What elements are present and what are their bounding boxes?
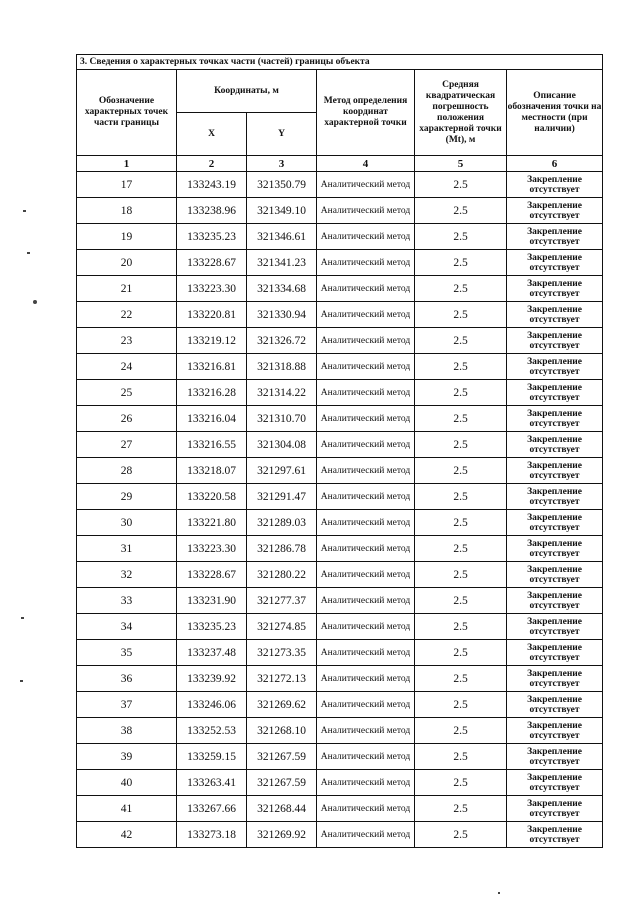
y-coordinate-cell: 321269.92 [247,822,317,848]
y-coordinate-cell: 321273.35 [247,640,317,666]
header-point: Обозначение характерных точек части границы [77,70,177,156]
method-cell: Аналитический метод [317,250,415,276]
scan-speck [23,210,26,212]
y-coordinate-cell: 321326.72 [247,328,317,354]
method-cell: Аналитический метод [317,562,415,588]
description-cell: Закрепление отсутствует [507,536,603,562]
x-coordinate-cell: 133220.58 [177,484,247,510]
method-cell: Аналитический метод [317,380,415,406]
error-cell: 2.5 [415,822,507,848]
y-coordinate-cell: 321272.13 [247,666,317,692]
method-cell: Аналитический метод [317,640,415,666]
point-number-cell: 37 [77,692,177,718]
x-coordinate-cell: 133220.81 [177,302,247,328]
x-coordinate-cell: 133216.28 [177,380,247,406]
x-coordinate-cell: 133216.81 [177,354,247,380]
table-row [77,328,603,354]
table-row [77,484,603,510]
table-row [77,354,603,380]
description-cell: Закрепление отсутствует [507,510,603,536]
header-method: Метод определения координат характерной точки [317,70,415,156]
x-coordinate-cell: 133218.07 [177,458,247,484]
table-row [77,458,603,484]
y-coordinate-cell: 321289.03 [247,510,317,536]
scan-speck [21,617,24,619]
table-row [77,796,603,822]
error-cell: 2.5 [415,588,507,614]
boundary-points-sheet [76,54,602,848]
table-row [77,406,603,432]
x-coordinate-cell: 133246.06 [177,692,247,718]
y-coordinate-cell: 321341.23 [247,250,317,276]
error-cell: 2.5 [415,484,507,510]
description-cell: Закрепление отсутствует [507,224,603,250]
point-number-cell: 42 [77,822,177,848]
y-coordinate-cell: 321268.44 [247,796,317,822]
y-coordinate-cell: 321268.10 [247,718,317,744]
point-number-cell: 38 [77,718,177,744]
method-cell: Аналитический метод [317,224,415,250]
point-number-cell: 23 [77,328,177,354]
description-cell: Закрепление отсутствует [507,562,603,588]
method-cell: Аналитический метод [317,770,415,796]
description-cell: Закрепление отсутствует [507,822,603,848]
header-x: X [177,113,247,156]
error-cell: 2.5 [415,614,507,640]
description-cell: Закрепление отсутствует [507,250,603,276]
point-number-cell: 19 [77,224,177,250]
column-number: 4 [317,156,415,172]
method-cell: Аналитический метод [317,614,415,640]
scan-speck [498,892,500,894]
description-cell: Закрепление отсутствует [507,354,603,380]
y-coordinate-cell: 321310.70 [247,406,317,432]
method-cell: Аналитический метод [317,822,415,848]
y-coordinate-cell: 321349.10 [247,198,317,224]
point-number-cell: 39 [77,744,177,770]
description-cell: Закрепление отсутствует [507,458,603,484]
x-coordinate-cell: 133231.90 [177,588,247,614]
point-number-cell: 29 [77,484,177,510]
point-number-cell: 21 [77,276,177,302]
table-row [77,718,603,744]
scan-speck [27,252,30,254]
method-cell: Аналитический метод [317,536,415,562]
y-coordinate-cell: 321286.78 [247,536,317,562]
column-number: 3 [247,156,317,172]
error-cell: 2.5 [415,380,507,406]
error-cell: 2.5 [415,172,507,198]
point-number-cell: 25 [77,380,177,406]
scan-speck [33,300,37,304]
y-coordinate-cell: 321346.61 [247,224,317,250]
description-cell: Закрепление отсутствует [507,432,603,458]
table-row [77,562,603,588]
table-row [77,822,603,848]
description-cell: Закрепление отсутствует [507,484,603,510]
method-cell: Аналитический метод [317,510,415,536]
point-number-cell: 35 [77,640,177,666]
x-coordinate-cell: 133228.67 [177,250,247,276]
scan-speck [20,680,23,682]
method-cell: Аналитический метод [317,302,415,328]
error-cell: 2.5 [415,640,507,666]
y-coordinate-cell: 321274.85 [247,614,317,640]
point-number-cell: 33 [77,588,177,614]
description-cell: Закрепление отсутствует [507,640,603,666]
y-coordinate-cell: 321318.88 [247,354,317,380]
method-cell: Аналитический метод [317,484,415,510]
x-coordinate-cell: 133223.30 [177,276,247,302]
error-cell: 2.5 [415,796,507,822]
point-number-cell: 24 [77,354,177,380]
y-coordinate-cell: 321304.08 [247,432,317,458]
y-coordinate-cell: 321334.68 [247,276,317,302]
y-coordinate-cell: 321267.59 [247,770,317,796]
point-number-cell: 26 [77,406,177,432]
error-cell: 2.5 [415,718,507,744]
point-number-cell: 40 [77,770,177,796]
point-number-cell: 41 [77,796,177,822]
method-cell: Аналитический метод [317,588,415,614]
description-cell: Закрепление отсутствует [507,614,603,640]
method-cell: Аналитический метод [317,666,415,692]
error-cell: 2.5 [415,328,507,354]
x-coordinate-cell: 133228.67 [177,562,247,588]
table-row [77,432,603,458]
point-number-cell: 17 [77,172,177,198]
x-coordinate-cell: 133238.96 [177,198,247,224]
description-cell: Закрепление отсутствует [507,770,603,796]
header-desc: Описание обозначения точки на местности (при наличии) [507,70,603,156]
description-cell: Закрепление отсутствует [507,380,603,406]
description-cell: Закрепление отсутствует [507,692,603,718]
header-error: Средняя квадратическая погрешность положения характерной точки (Mt), м [415,70,507,156]
method-cell: Аналитический метод [317,744,415,770]
table-row [77,276,603,302]
point-number-cell: 31 [77,536,177,562]
x-coordinate-cell: 133259.15 [177,744,247,770]
error-cell: 2.5 [415,224,507,250]
description-cell: Закрепление отсутствует [507,328,603,354]
column-number: 1 [77,156,177,172]
error-cell: 2.5 [415,354,507,380]
table-row [77,614,603,640]
description-cell: Закрепление отсутствует [507,718,603,744]
error-cell: 2.5 [415,744,507,770]
method-cell: Аналитический метод [317,328,415,354]
method-cell: Аналитический метод [317,406,415,432]
error-cell: 2.5 [415,276,507,302]
table-row [77,198,603,224]
description-cell: Закрепление отсутствует [507,302,603,328]
description-cell: Закрепление отсутствует [507,198,603,224]
table-row [77,588,603,614]
y-coordinate-cell: 321269.62 [247,692,317,718]
x-coordinate-cell: 133235.23 [177,224,247,250]
description-cell: Закрепление отсутствует [507,276,603,302]
x-coordinate-cell: 133252.53 [177,718,247,744]
table-row [77,640,603,666]
method-cell: Аналитический метод [317,432,415,458]
error-cell: 2.5 [415,666,507,692]
method-cell: Аналитический метод [317,354,415,380]
error-cell: 2.5 [415,536,507,562]
x-coordinate-cell: 133221.80 [177,510,247,536]
method-cell: Аналитический метод [317,796,415,822]
table-row [77,224,603,250]
y-coordinate-cell: 321291.47 [247,484,317,510]
x-coordinate-cell: 133235.23 [177,614,247,640]
point-number-cell: 20 [77,250,177,276]
error-cell: 2.5 [415,302,507,328]
column-number: 5 [415,156,507,172]
table-row [77,770,603,796]
table-row [77,380,603,406]
x-coordinate-cell: 133216.04 [177,406,247,432]
method-cell: Аналитический метод [317,692,415,718]
method-cell: Аналитический метод [317,276,415,302]
point-number-cell: 32 [77,562,177,588]
x-coordinate-cell: 133239.92 [177,666,247,692]
method-cell: Аналитический метод [317,458,415,484]
error-cell: 2.5 [415,198,507,224]
x-coordinate-cell: 133273.18 [177,822,247,848]
error-cell: 2.5 [415,250,507,276]
method-cell: Аналитический метод [317,718,415,744]
table-body [77,172,603,848]
table-row [77,536,603,562]
point-number-cell: 30 [77,510,177,536]
point-number-cell: 22 [77,302,177,328]
error-cell: 2.5 [415,458,507,484]
method-cell: Аналитический метод [317,198,415,224]
point-number-cell: 28 [77,458,177,484]
x-coordinate-cell: 133237.48 [177,640,247,666]
y-coordinate-cell: 321314.22 [247,380,317,406]
column-number: 6 [507,156,603,172]
description-cell: Закрепление отсутствует [507,796,603,822]
table-row [77,666,603,692]
x-coordinate-cell: 133263.41 [177,770,247,796]
y-coordinate-cell: 321267.59 [247,744,317,770]
description-cell: Закрепление отсутствует [507,172,603,198]
table-row [77,172,603,198]
table-row [77,744,603,770]
error-cell: 2.5 [415,562,507,588]
y-coordinate-cell: 321277.37 [247,588,317,614]
method-cell: Аналитический метод [317,172,415,198]
point-number-cell: 27 [77,432,177,458]
x-coordinate-cell: 133219.12 [177,328,247,354]
y-coordinate-cell: 321350.79 [247,172,317,198]
description-cell: Закрепление отсутствует [507,588,603,614]
x-coordinate-cell: 133223.30 [177,536,247,562]
table-row [77,302,603,328]
section-title: 3. Сведения о характерных точках части (частей) границы объекта [77,55,603,70]
header-y: Y [247,113,317,156]
point-number-cell: 36 [77,666,177,692]
point-number-cell: 18 [77,198,177,224]
column-number: 2 [177,156,247,172]
y-coordinate-cell: 321330.94 [247,302,317,328]
boundary-points-table [76,54,603,848]
table-row [77,692,603,718]
error-cell: 2.5 [415,692,507,718]
x-coordinate-cell: 133243.19 [177,172,247,198]
header-coords: Координаты, м [177,70,317,113]
error-cell: 2.5 [415,770,507,796]
description-cell: Закрепление отсутствует [507,406,603,432]
table-row [77,510,603,536]
description-cell: Закрепление отсутствует [507,744,603,770]
y-coordinate-cell: 321297.61 [247,458,317,484]
x-coordinate-cell: 133267.66 [177,796,247,822]
x-coordinate-cell: 133216.55 [177,432,247,458]
description-cell: Закрепление отсутствует [507,666,603,692]
point-number-cell: 34 [77,614,177,640]
error-cell: 2.5 [415,510,507,536]
error-cell: 2.5 [415,406,507,432]
y-coordinate-cell: 321280.22 [247,562,317,588]
table-row [77,250,603,276]
error-cell: 2.5 [415,432,507,458]
